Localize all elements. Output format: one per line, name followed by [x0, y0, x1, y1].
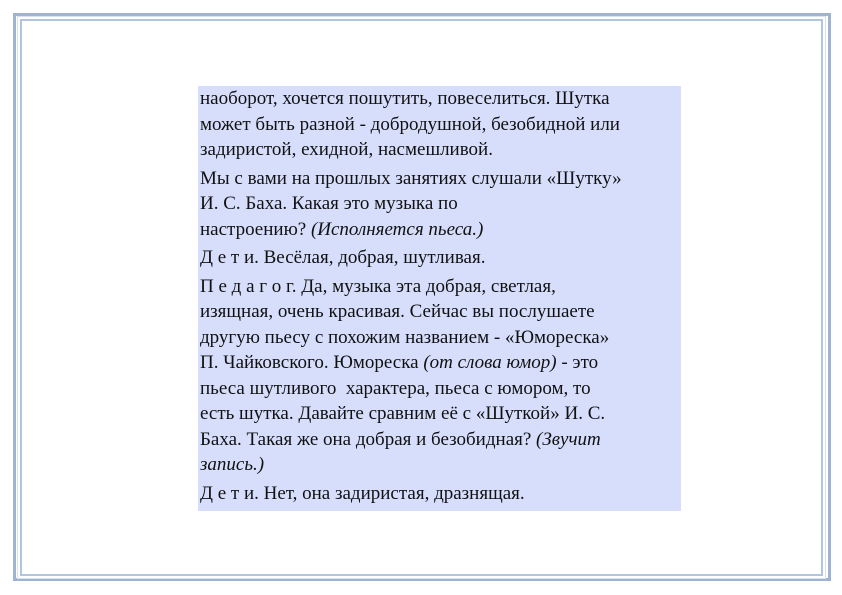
paragraph-4-line-1: П е д а г о г. Да, музыка эта добрая, светлая,: [200, 275, 556, 297]
text-block: [198, 86, 681, 511]
paragraph-2: [200, 166, 681, 243]
paragraph-1: [200, 86, 681, 163]
paragraph-2-line-1: Мы с вами на прошлых занятиях слушали «Шутку»: [200, 167, 622, 189]
stage-direction-start: (Звучит: [536, 428, 601, 450]
paragraph-4-line-4: П. Чайковского. Юмореска: [200, 352, 424, 373]
paragraph-4-line-6: есть шутка. Давайте сравним её с «Шуткой» И. С.: [200, 403, 606, 424]
paragraph-2-line-3: настроению?: [200, 218, 311, 240]
paragraph-1-line-3: задиристой, ехидной, насмешливой.: [200, 139, 493, 160]
paragraph-4: [200, 274, 681, 478]
paragraph-5: Д е т и. Нет, она задиристая, дразнящая.: [200, 482, 525, 504]
stage-direction-end: запись.): [200, 454, 265, 475]
paragraph-1-line-2: может быть разной - добродушной, безобидной или: [200, 113, 620, 135]
paragraph-3: Д е т и. Весёлая, добрая, шутливая.: [200, 247, 486, 268]
paragraph-2-line-2: И. С. Баха. Какая это музыка по: [200, 193, 458, 214]
paragraph-4-line-4-tail: - это: [556, 352, 599, 373]
paragraph-1-line-1: наоборот, хочется пошутить, повеселиться. Шутка: [200, 88, 610, 109]
paragraph-4-line-7: Баха. Такая же она добрая и безобидная?: [200, 428, 537, 450]
paragraph-4-line-5: пьеса шутливого характера, пьеса с юмором, то: [200, 377, 591, 399]
paragraph-4-line-2: изящная, очень красивая. Сейчас вы послушаете: [200, 301, 595, 322]
paragraph-4-line-3: другую пьесу с похожим названием - «Юмореска»: [200, 326, 610, 348]
parenthetical-note: (от слова юмор): [423, 352, 557, 373]
stage-direction: (Исполняется пьеса.): [310, 218, 484, 240]
